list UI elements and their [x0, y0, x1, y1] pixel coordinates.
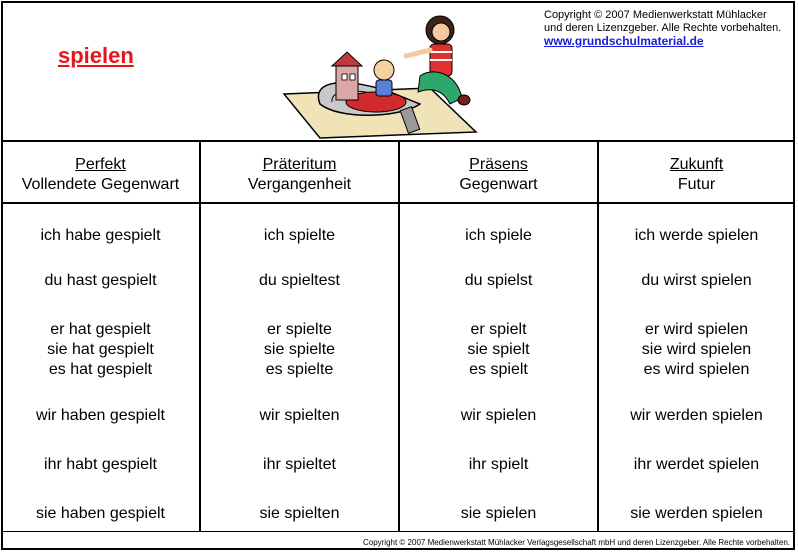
conjugation-cell: wir spielen: [460, 407, 537, 424]
copyright-block: [544, 9, 781, 48]
conjugation-cell: er hat gespielt: [50, 321, 151, 338]
conjugation-cell: ich habe gespielt: [40, 227, 161, 244]
conjugation-cell: es wird spielen: [643, 361, 750, 378]
conjugation-cell: ich spielte: [263, 227, 336, 244]
tense-subtitle: Vergangenheit: [247, 176, 352, 193]
column-header-perfekt: [2, 155, 199, 195]
conjugation-cell: ihr spieltet: [263, 456, 336, 473]
verb-title: spielen: [58, 43, 134, 68]
conjugation-cell: du hast gespielt: [44, 272, 157, 289]
conjugation-cell: ihr habt gespielt: [44, 456, 157, 473]
tense-name: Präteritum: [262, 156, 337, 173]
footer-copyright: Copyright © 2007 Medienwerkstatt Mühlacker Verlagsgesellschaft mbH und deren Lizenzgeber. Alle Rechte vorbehalten.: [362, 538, 790, 547]
tense-subtitle: Gegenwart: [459, 176, 538, 193]
conjugation-cell: du spielst: [464, 272, 533, 289]
conjugation-cell: sie spielt: [467, 341, 530, 358]
conjugation-cell: ihr werdet spielen: [633, 456, 760, 473]
conjugation-cell: sie spielte: [263, 341, 336, 358]
tense-subtitle: Vollendete Gegenwart: [21, 176, 180, 193]
conjugation-cell: es spielt: [469, 361, 528, 378]
conjugation-cell: sie haben gespielt: [36, 505, 165, 522]
conjugation-cell: wir haben gespielt: [36, 407, 165, 424]
conjugation-cell: sie spielen: [460, 505, 537, 522]
girl-playing-illustration: [280, 8, 480, 140]
website-link[interactable]: www.grundschulmaterial.de: [544, 34, 704, 48]
conjugation-cell: du spieltest: [259, 272, 340, 289]
tense-subtitle: Futur: [677, 176, 716, 193]
conjugation-cell: wir spielten: [259, 407, 340, 424]
copyright-line-2: und deren Lizenzgeber. Alle Rechte vorbehalten.: [544, 22, 782, 34]
column-header-praesens: [400, 155, 597, 195]
conjugation-cell: er wird spielen: [644, 321, 749, 338]
conjugation-cell: wir werden spielen: [630, 407, 763, 424]
tense-name: Perfekt: [75, 156, 126, 173]
column-header-zukunft: [599, 155, 794, 195]
tense-name: Präsens: [469, 156, 528, 173]
conjugation-cell: sie wird spielen: [641, 341, 752, 358]
conjugation-cell: sie werden spielen: [630, 505, 763, 522]
conjugation-cell: sie spielten: [259, 505, 340, 522]
conjugation-cell: es spielte: [265, 361, 334, 378]
conjugation-cell: er spielte: [267, 321, 332, 338]
conjugation-cell: es hat gespielt: [48, 361, 153, 378]
copyright-line-1: Copyright © 2007 Medienwerkstatt Mühlacker: [544, 9, 767, 21]
column-header-praeteritum: [201, 155, 398, 195]
conjugation-cell: ich spiele: [465, 227, 532, 244]
conjugation-cell: ihr spielt: [468, 456, 529, 473]
conjugation-cell: du wirst spielen: [641, 272, 752, 289]
conjugation-cell: ich werde spielen: [634, 227, 759, 244]
conjugation-cell: er spielt: [470, 321, 527, 338]
tense-name: Zukunft: [669, 156, 724, 173]
conjugation-cell: sie hat gespielt: [47, 341, 154, 358]
